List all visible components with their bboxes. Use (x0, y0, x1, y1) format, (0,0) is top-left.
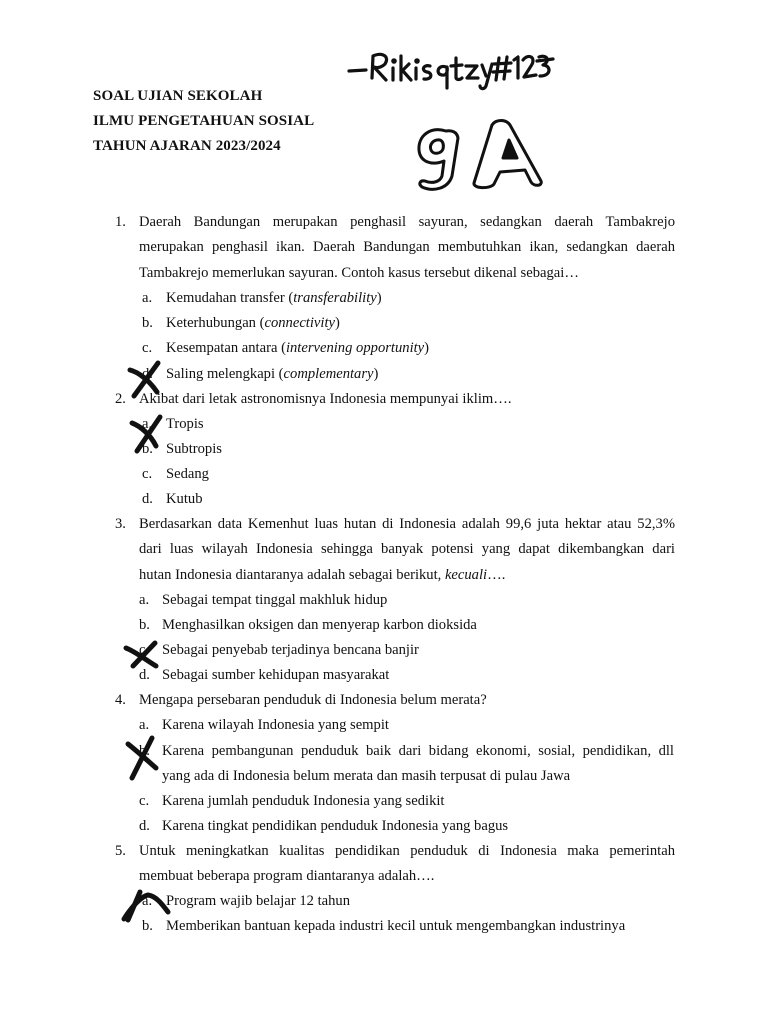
option-text: Keterhubungan ( (166, 315, 265, 331)
option-italic: transferability (293, 290, 377, 306)
option-after: ) (424, 340, 430, 356)
question-3-line-3-text: hutan Indonesia diantaranya adalah sebagai berikut, (139, 566, 445, 583)
question-1-line-3: Tambakrejo memerlukan sayuran. Contoh kasus tersebut dikenal sebagai… (139, 264, 579, 281)
question-2-option-d: Kutub (166, 491, 203, 507)
cross-mark-q2-a (132, 417, 160, 451)
question-3-option-b: Menghasilkan oksigen dan menyerap karbon dioksida (162, 617, 477, 633)
question-3-option-a: Sebagai tempat tinggal makhluk hidup (162, 592, 388, 608)
option-text: Kesempatan antara ( (166, 340, 286, 356)
question-5-option-a-letter: a. (142, 893, 153, 909)
question-3-line-1: Berdasarkan data Kemenhut luas hutan di Indonesia adalah 99,6 juta hektar atau 52,3% (139, 516, 675, 532)
question-3-option-d-letter: d. (139, 667, 150, 683)
question-2-option-a: Tropis (166, 416, 204, 432)
header-school-exam: SOAL UJIAN SEKOLAH (93, 88, 263, 104)
question-1-option-d-letter: d. (142, 366, 153, 382)
question-5-line-1: Untuk meningkatkan kualitas pendidikan penduduk di Indonesia maka pemerintah (139, 843, 675, 859)
handwritten-signature (349, 54, 553, 88)
option-text: Saling melengkapi ( (166, 366, 284, 382)
question-3-option-c: Sebagai penyebab terjadinya bencana banjir (162, 642, 419, 658)
question-2-option-d-letter: d. (142, 491, 153, 507)
question-1-line-1: Daerah Bandungan merupakan penghasil sayuran, sedangkan daerah Tambakrejo (139, 214, 675, 230)
question-3-option-a-letter: a. (139, 592, 150, 608)
question-3-option-c-letter: c. (139, 642, 150, 658)
question-2-option-a-letter: a. (142, 416, 153, 432)
question-5-line-2: membuat beberapa program diantaranya adalah…. (139, 868, 435, 885)
header-subject: ILMU PENGETAHUAN SOSIAL (93, 113, 315, 129)
cross-mark-q4-b (128, 738, 156, 778)
answer-cross-marks (124, 363, 168, 920)
question-1-line-2: merupakan penghasil ikan. Daerah Bandungan membutuhkan ikan, sedangkan daerah (139, 239, 675, 256)
question-4-option-a-letter: a. (139, 717, 150, 733)
question-5-option-a: Program wajib belajar 12 tahun (166, 893, 350, 909)
option-text: Kemudahan transfer ( (166, 290, 294, 306)
question-4-option-d-letter: d. (139, 818, 150, 834)
option-after: ) (376, 290, 382, 306)
question-3-option-b-letter: b. (139, 617, 150, 633)
question-3-kecuali: kecuali (444, 566, 488, 583)
question-4-line-1: Mengapa persebaran penduduk di Indonesia belum merata? (139, 692, 487, 708)
question-2-option-c-letter: c. (142, 466, 153, 482)
question-4-option-d: Karena tingkat pendidikan penduduk Indonesia yang bagus (162, 818, 509, 834)
option-after: ) (334, 315, 340, 331)
option-after: ) (373, 366, 379, 382)
question-1-number: 1. (115, 214, 126, 230)
header-school-year: TAHUN AJARAN 2023/2024 (93, 138, 281, 154)
question-4-option-c: Karena jumlah penduduk Indonesia yang sedikit (162, 793, 445, 809)
question-1-option-b-letter: b. (142, 315, 153, 331)
question-3-tail: …. (487, 566, 506, 583)
handwritten-class-9a (419, 121, 541, 190)
cross-mark-q3-c (126, 643, 156, 666)
question-2-number: 2. (115, 391, 126, 407)
question-1-option-a-letter: a. (142, 290, 153, 306)
option-italic: complementary (283, 366, 374, 382)
question-4-option-b-line-1: Karena pembangunan penduduk baik dari bidang ekonomi, sosial, pendidikan, dll (162, 743, 674, 759)
question-5-option-b: Memberikan bantuan kepada industri kecil untuk mengembangkan industrinya (166, 918, 626, 934)
cross-mark-q1-d (130, 363, 158, 396)
option-italic: connectivity (264, 315, 335, 331)
question-4-number: 4. (115, 692, 126, 708)
question-2-option-c: Sedang (166, 466, 209, 482)
question-2-option-b-letter: b. (142, 441, 153, 457)
question-2-line-1: Akibat dari letak astronomisnya Indonesia mempunyai iklim…. (139, 391, 512, 407)
question-3-number: 3. (115, 516, 126, 532)
question-5-option-b-letter: b. (142, 918, 153, 934)
question-2-option-b: Subtropis (166, 441, 222, 457)
question-3-option-d: Sebagai sumber kehidupan masyarakat (162, 667, 390, 683)
cross-mark-q5-a (124, 892, 168, 920)
question-4-option-c-letter: c. (139, 793, 150, 809)
question-5-number: 5. (115, 843, 126, 859)
question-1-option-c-letter: c. (142, 340, 153, 356)
question-4-option-b-line-2: yang ada di Indonesia belum merata dan masih terpusat di pulau Jawa (162, 768, 571, 785)
question-3-line-2: dari luas wilayah Indonesia sehingga banyak potensi yang dapat dikembangkan dari (139, 541, 675, 558)
question-4-option-a: Karena wilayah Indonesia yang sempit (162, 717, 389, 733)
option-italic: intervening opportunity (285, 340, 425, 356)
question-4-option-b-letter: b. (139, 743, 150, 759)
